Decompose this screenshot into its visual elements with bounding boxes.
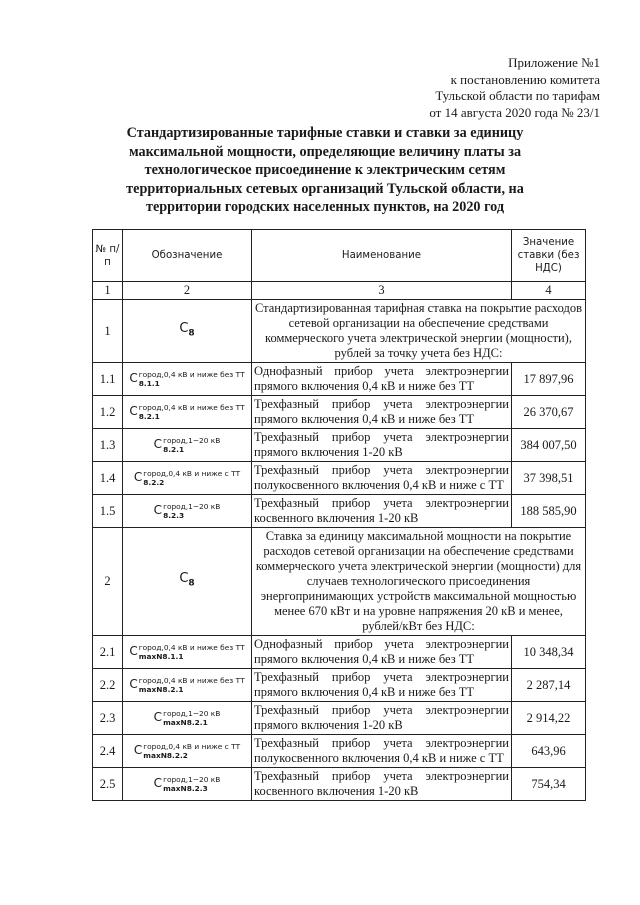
formula-symbol: C <box>133 742 143 757</box>
formula-subscript: 8.2.1 <box>163 445 185 454</box>
row-name: Трехфазный прибор учета электроэнергии прямого включения 1-20 кВ <box>252 702 512 735</box>
formula-superscript: город,1−20 кВ <box>163 775 221 784</box>
formula-symbol: C <box>133 469 143 484</box>
table-row <box>93 702 586 735</box>
row-name: Трехфазный прибор учета электроэнергии полукосвенного включения 0,4 кВ и ниже с ТТ <box>252 735 512 768</box>
header-num: № п/п <box>93 230 123 282</box>
col-number: 3 <box>252 282 512 300</box>
row-name: Трехфазный прибор учета электроэнергии прямого включения 0,4 кВ и ниже без ТТ <box>252 669 512 702</box>
designation-formula <box>154 709 221 727</box>
table-row <box>93 669 586 702</box>
col-number: 2 <box>123 282 252 300</box>
row-designation <box>123 429 252 462</box>
appendix-header <box>340 55 600 121</box>
table-row <box>93 528 586 636</box>
formula-subscript: 8.2.2 <box>143 478 165 487</box>
designation-formula <box>134 742 240 760</box>
title-line: технологическое присоединение к электрическим сетям <box>144 162 506 178</box>
formula-symbol: C <box>129 643 138 658</box>
row-designation <box>123 495 252 528</box>
formula-superscript: город,0,4 кВ и ниже без ТТ <box>138 370 245 379</box>
row-value: 37 398,51 <box>512 462 586 495</box>
table-row <box>93 636 586 669</box>
table-row <box>93 300 586 363</box>
designation-formula <box>154 775 221 793</box>
row-designation <box>123 669 252 702</box>
tariff-table <box>92 229 586 801</box>
row-designation <box>123 528 252 636</box>
row-number: 1.5 <box>93 495 123 528</box>
designation-formula <box>129 370 244 388</box>
row-name: Трехфазный прибор учета электроэнергии косвенного включения 1-20 кВ <box>252 495 512 528</box>
row-number: 2.2 <box>93 669 123 702</box>
row-designation <box>123 702 252 735</box>
table-row <box>93 396 586 429</box>
table-row <box>93 363 586 396</box>
formula-symbol: C <box>129 676 138 691</box>
formula-subscript: 8 <box>188 328 195 339</box>
table-header-row <box>93 230 586 282</box>
formula-superscript: город,0,4 кВ и ниже без ТТ <box>138 643 245 652</box>
row-number: 1.2 <box>93 396 123 429</box>
designation-formula <box>154 436 221 454</box>
formula-superscript: город,1−20 кВ <box>163 502 221 511</box>
header-value: Значение ставки (без НДС) <box>512 230 586 282</box>
table-row <box>93 768 586 801</box>
designation-formula <box>179 321 194 342</box>
document-title <box>100 124 550 217</box>
row-number: 2.3 <box>93 702 123 735</box>
row-name: Трехфазный прибор учета электроэнергии полукосвенного включения 0,4 кВ и ниже с ТТ <box>252 462 512 495</box>
formula-symbol: C <box>179 571 189 587</box>
formula-subscript: maxN8.2.2 <box>143 751 188 760</box>
appendix-line: Приложение №1 <box>508 55 600 70</box>
formula-subscript: maxN8.1.1 <box>138 652 184 661</box>
formula-symbol: C <box>153 709 163 724</box>
table-body <box>93 300 586 801</box>
designation-formula <box>129 676 244 694</box>
formula-symbol: C <box>153 502 163 517</box>
row-name: Трехфазный прибор учета электроэнергии косвенного включения 1-20 кВ <box>252 768 512 801</box>
row-value: 188 585,90 <box>512 495 586 528</box>
row-name: Трехфазный прибор учета электроэнергии прямого включения 0,4 кВ и ниже без ТТ <box>252 396 512 429</box>
row-designation <box>123 636 252 669</box>
formula-subscript: 8.2.3 <box>163 511 185 520</box>
formula-symbol: C <box>153 775 163 790</box>
row-designation <box>123 363 252 396</box>
formula-superscript: город,0,4 кВ и ниже без ТТ <box>138 403 245 412</box>
table-row <box>93 429 586 462</box>
row-number: 2 <box>93 528 123 636</box>
col-number: 4 <box>512 282 586 300</box>
row-name: Стандартизированная тарифная ставка на покрытие расходов сетевой организации на обеспечение средствами коммерческого учета электрической энергии (мощности), рублей за точку учета без НДС: <box>252 300 586 363</box>
designation-formula <box>154 502 221 520</box>
designation-formula <box>134 469 240 487</box>
row-number: 2.4 <box>93 735 123 768</box>
row-number: 1.3 <box>93 429 123 462</box>
row-number: 1.4 <box>93 462 123 495</box>
row-value: 17 897,96 <box>512 363 586 396</box>
column-number-row <box>93 282 586 300</box>
row-designation <box>123 462 252 495</box>
formula-superscript: город,0,4 кВ и ниже с ТТ <box>143 742 241 751</box>
appendix-line: Тульской области по тарифам <box>435 88 600 103</box>
row-value: 10 348,34 <box>512 636 586 669</box>
row-name: Однофазный прибор учета электроэнергии прямого включения 0,4 кВ и ниже без ТТ <box>252 636 512 669</box>
formula-symbol: C <box>129 370 138 385</box>
row-designation <box>123 735 252 768</box>
row-number: 1 <box>93 300 123 363</box>
title-line: Стандартизированные тарифные ставки и ставки за единицу <box>126 125 524 141</box>
row-number: 2.1 <box>93 636 123 669</box>
row-name: Трехфазный прибор учета электроэнергии прямого включения 1-20 кВ <box>252 429 512 462</box>
col-number: 1 <box>93 282 123 300</box>
formula-superscript: город,0,4 кВ и ниже с ТТ <box>143 469 241 478</box>
title-line: максимальной мощности, определяющие величину платы за <box>128 143 522 160</box>
formula-symbol: C <box>153 436 163 451</box>
designation-formula <box>179 571 194 592</box>
row-number: 1.1 <box>93 363 123 396</box>
formula-subscript: maxN8.2.3 <box>163 784 208 793</box>
title-line: территории городских населенных пунктов, на 2020 год <box>145 199 505 215</box>
formula-subscript: maxN8.2.1 <box>138 685 184 694</box>
row-value: 384 007,50 <box>512 429 586 462</box>
formula-superscript: город,1−20 кВ <box>163 709 221 718</box>
row-value: 643,96 <box>512 735 586 768</box>
table-row <box>93 462 586 495</box>
row-value: 2 914,22 <box>512 702 586 735</box>
row-number: 2.5 <box>93 768 123 801</box>
row-designation <box>123 396 252 429</box>
row-name: Ставка за единицу максимальной мощности на покрытие расходов сетевой организации на обеспечение средствами коммерческого учета электрической энергии (мощности) для случаев технологического присоединения энергопринимающих устройств максимальной мощностью менее 670 кВт и на уровне напряжения 20 кВ и менее, рублей/кВт без НДС: <box>252 528 586 636</box>
table-row <box>93 495 586 528</box>
formula-superscript: город,0,4 кВ и ниже без ТТ <box>138 676 245 685</box>
header-name: Наименование <box>252 230 512 282</box>
header-designation: Обозначение <box>123 230 252 282</box>
row-designation <box>123 768 252 801</box>
row-value: 26 370,67 <box>512 396 586 429</box>
formula-subscript: 8 <box>188 578 195 589</box>
appendix-line: к постановлению комитета <box>450 71 600 87</box>
formula-symbol: C <box>129 403 138 418</box>
formula-symbol: C <box>179 320 189 336</box>
row-value: 2 287,14 <box>512 669 586 702</box>
formula-subscript: maxN8.2.1 <box>163 718 208 727</box>
formula-subscript: 8.1.1 <box>138 379 160 388</box>
appendix-line: от 14 августа 2020 года № 23/1 <box>429 104 600 120</box>
designation-formula <box>129 403 244 421</box>
formula-subscript: 8.2.1 <box>138 412 160 421</box>
title-line: территориальных сетевых организаций Тульской области, на <box>126 180 524 197</box>
row-designation <box>123 300 252 363</box>
table-row <box>93 735 586 768</box>
formula-superscript: город,1−20 кВ <box>163 436 221 445</box>
row-value: 754,34 <box>512 768 586 801</box>
row-name: Однофазный прибор учета электроэнергии прямого включения 0,4 кВ и ниже без ТТ <box>252 363 512 396</box>
designation-formula <box>129 643 244 661</box>
